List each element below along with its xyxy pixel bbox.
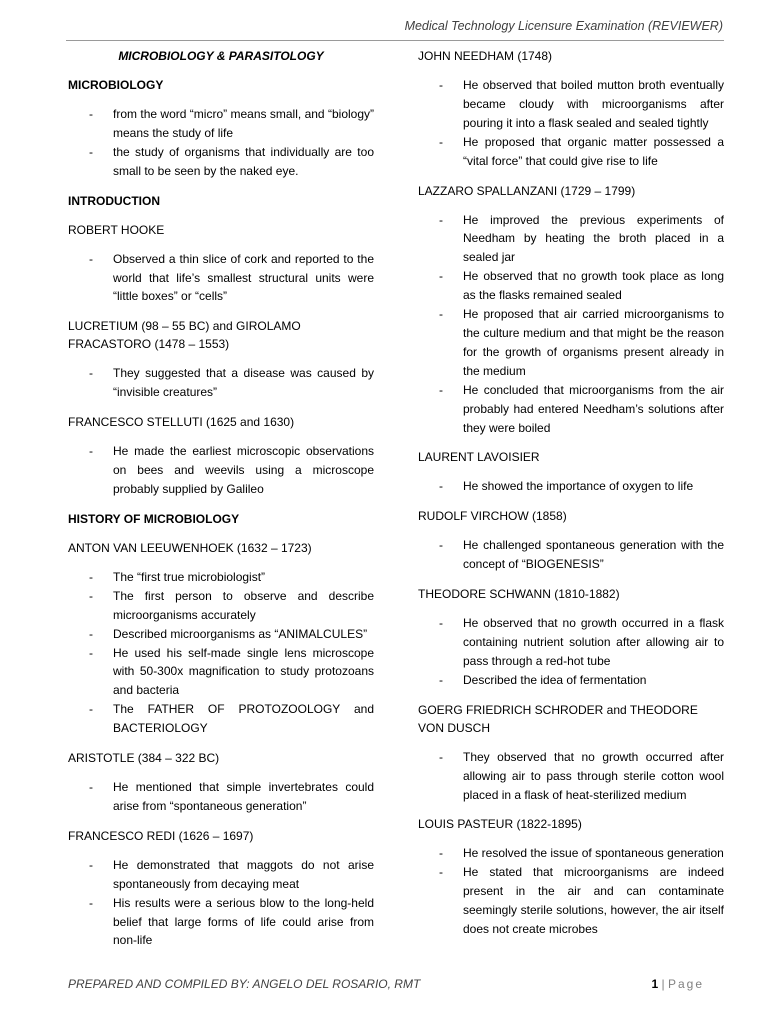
document-title: MICROBIOLOGY & PARASITOLOGY: [118, 49, 324, 63]
section-heading: LAURENT LAVOISIER: [418, 450, 540, 465]
bullet-list: [418, 536, 724, 574]
section-heading: FRANCESCO STELLUTI (1625 and 1630): [68, 415, 295, 430]
bullet-item: - Described the idea of fermentation: [418, 671, 724, 690]
bullet-list: [68, 364, 374, 402]
page-separator: |: [661, 977, 665, 991]
footer-credit: PREPARED AND COMPILED BY: ANGELO DEL ROSARIO, RMT: [68, 977, 421, 991]
section-heading: FRANCESCO REDI (1626 – 1697): [68, 828, 254, 843]
bullet-list: [418, 477, 724, 496]
page-word: Page: [667, 977, 704, 991]
section-heading: RUDOLF VIRCHOW (1858): [418, 509, 567, 524]
bullet-list: [418, 614, 724, 690]
left-sections: [68, 76, 374, 950]
bullet-item: - He observed that no growth took place as long as the flasks remained sealed: [418, 267, 724, 305]
bullet-list: [68, 778, 374, 816]
bullet-item: - He showed the importance of oxygen to life: [418, 477, 724, 496]
bullet-item: - He made the earliest microscopic observations on bees and weevils using a microscope probably supplied by Galileo: [68, 442, 374, 499]
bullet-item: - The “first true microbiologist”: [68, 568, 374, 587]
bullet-item: - He demonstrated that maggots do not arise spontaneously from decaying meat: [68, 856, 374, 894]
header-divider: [66, 40, 724, 41]
right-sections: [418, 47, 724, 939]
bullet-list: [418, 211, 724, 438]
bullet-item: - His results were a serious blow to the long-held belief that large forms of life could arise from non-life: [68, 894, 374, 951]
bullet-list: [418, 748, 724, 805]
section-heading: LOUIS PASTEUR (1822-1895): [418, 817, 582, 832]
right-column: [418, 47, 724, 950]
bullet-item: - He stated that microorganisms are indeed present in the air and can contaminate seemingly sterile solutions, however, the air itself does not create microbes: [418, 863, 724, 939]
section-heading: MICROBIOLOGY: [68, 78, 164, 92]
document-header: Medical Technology Licensure Examination (REVIEWER): [404, 19, 723, 33]
section-heading: ARISTOTLE (384 – 322 BC): [68, 751, 220, 766]
bullet-item: - He proposed that air carried microorganisms to the culture medium and that might be the reason for the growth of organisms present already in the medium: [418, 305, 724, 381]
section-heading: ROBERT HOOKE: [68, 222, 165, 237]
bullet-item: - from the word “micro” means small, and “biology” means the study of life: [68, 105, 374, 143]
section-heading: THEODORE SCHWANN (1810-1882): [418, 587, 620, 602]
bullet-list: [418, 844, 724, 939]
bullet-item: - The FATHER OF PROTOZOOLOGY and BACTERIOLOGY: [68, 700, 374, 738]
bullet-item: - He improved the previous experiments of Needham by heating the broth placed in a sealed jar: [418, 211, 724, 268]
bullet-item: - He used his self-made single lens microscope with 50-300x magnification to study protozoans and bacteria: [68, 644, 374, 701]
section-heading: GOERG FRIEDRICH SCHRODER and THEODORE VON DUSCH: [418, 702, 698, 735]
bullet-list: [68, 856, 374, 951]
bullet-item: - Observed a thin slice of cork and reported to the world that life’s smallest structural units were “little boxes” or “cells”: [68, 250, 374, 307]
section-heading: JOHN NEEDHAM (1748): [418, 49, 553, 63]
bullet-item: - The first person to observe and describe microorganisms accurately: [68, 587, 374, 625]
footer-page: [651, 977, 704, 991]
section-heading: LUCRETIUM (98 – 55 BC) and GIROLAMO FRACASTORO (1478 – 1553): [68, 319, 301, 352]
bullet-item: - He concluded that microorganisms from the air probably had entered Needham’s solutions after they were boiled: [418, 381, 724, 438]
bullet-list: [418, 76, 724, 171]
bullet-list: [68, 250, 374, 307]
section-heading: HISTORY OF MICROBIOLOGY: [68, 511, 240, 526]
bullet-item: - They suggested that a disease was caused by “invisible creatures”: [68, 364, 374, 402]
section-heading: LAZZARO SPALLANZANI (1729 – 1799): [418, 183, 636, 198]
page-number: 1: [651, 977, 659, 991]
bullet-list: [68, 568, 374, 738]
left-column: [68, 47, 374, 961]
bullet-item: - He observed that boiled mutton broth eventually became cloudy with microorganisms after pouring it into a flask sealed and sealed tightly: [418, 76, 724, 133]
bullet-list: [68, 105, 374, 181]
bullet-item: - Described microorganisms as “ANIMALCULES”: [68, 625, 374, 644]
bullet-item: - He challenged spontaneous generation with the concept of “BIOGENESIS”: [418, 536, 724, 574]
bullet-item: - He proposed that organic matter possessed a “vital force” that could give rise to life: [418, 133, 724, 171]
bullet-item: - He observed that no growth occurred in a flask containing nutrient solution after allowing air to pass through a red-hot tube: [418, 614, 724, 671]
bullet-item: - the study of organisms that individually are too small to be seen by the naked eye.: [68, 143, 374, 181]
section-heading: INTRODUCTION: [68, 193, 160, 208]
section-heading: ANTON VAN LEEUWENHOEK (1632 – 1723): [68, 540, 312, 555]
bullet-item: - They observed that no growth occurred after allowing air to pass through sterile cotton wool placed in a flask of heat-sterilized medium: [418, 748, 724, 805]
bullet-item: - He mentioned that simple invertebrates could arise from “spontaneous generation”: [68, 778, 374, 816]
bullet-item: - He resolved the issue of spontaneous generation: [418, 844, 724, 863]
bullet-list: [68, 442, 374, 499]
